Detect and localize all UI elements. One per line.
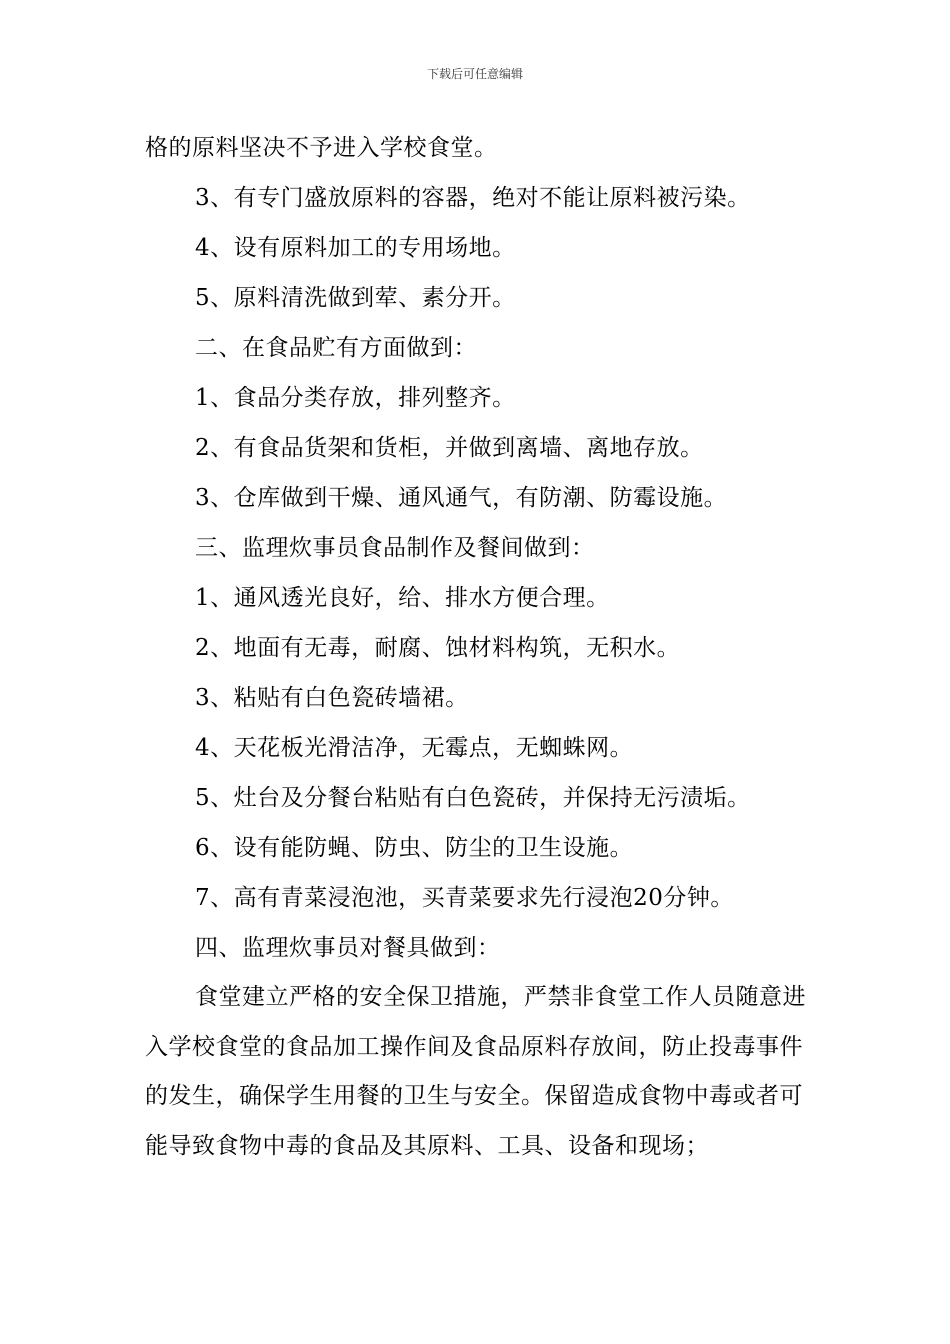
list-item: 3、粘贴有白色瓷砖墙裙。 <box>195 685 469 711</box>
list-item: 6、设有能防蝇、防虫、防尘的卫生设施。 <box>195 835 634 861</box>
body-paragraph: 食堂建立严格的安全保卫措施，严禁非食堂工作人员随意进入学校食堂的食品加工操作间及食品原料存放间，防止投毒事件的发生，确保学生用餐的卫生与安全。保留造成食物中毒或者可能导致食物中毒的食品及其原料、工具、设备和现场； <box>145 984 806 1159</box>
list-item: 4、设有原料加工的专用场地。 <box>195 235 516 261</box>
page-header: 下载后可任意编辑 <box>426 67 523 81</box>
list-item: 5、原料清洗做到荤、素分开。 <box>195 285 516 311</box>
list-item: 4、天花板光滑洁净，无霉点，无蜘蛛网。 <box>195 735 634 761</box>
list-item: 2、有食品货架和货柜，并做到离墙、离地存放。 <box>195 435 704 461</box>
list-item: 1、食品分类存放，排列整齐。 <box>195 385 516 411</box>
document-body <box>145 128 813 1171</box>
text-line-continuation: 格的原料坚决不予进入学校食堂。 <box>145 135 498 161</box>
list-item: 1、通风透光良好，给、排水方便合理。 <box>195 585 610 611</box>
section-heading: 四、监理炊事员对餐具做到： <box>195 935 501 961</box>
list-item: 2、地面有无毒，耐腐、蚀材料构筑，无积水。 <box>195 635 681 661</box>
list-item: 7、高有青菜浸泡池，买青菜要求先行浸泡20分钟。 <box>195 885 734 911</box>
list-item: 3、仓库做到干燥、通风通气，有防潮、防霉设施。 <box>195 485 728 511</box>
list-item: 3、有专门盛放原料的容器，绝对不能让原料被污染。 <box>195 185 751 211</box>
section-heading: 二、在食品贮有方面做到： <box>195 335 477 361</box>
section-heading: 三、监理炊事员食品制作及餐间做到： <box>195 535 595 561</box>
list-item: 5、灶台及分餐台粘贴有白色瓷砖，并保持无污渍垢。 <box>195 785 751 811</box>
